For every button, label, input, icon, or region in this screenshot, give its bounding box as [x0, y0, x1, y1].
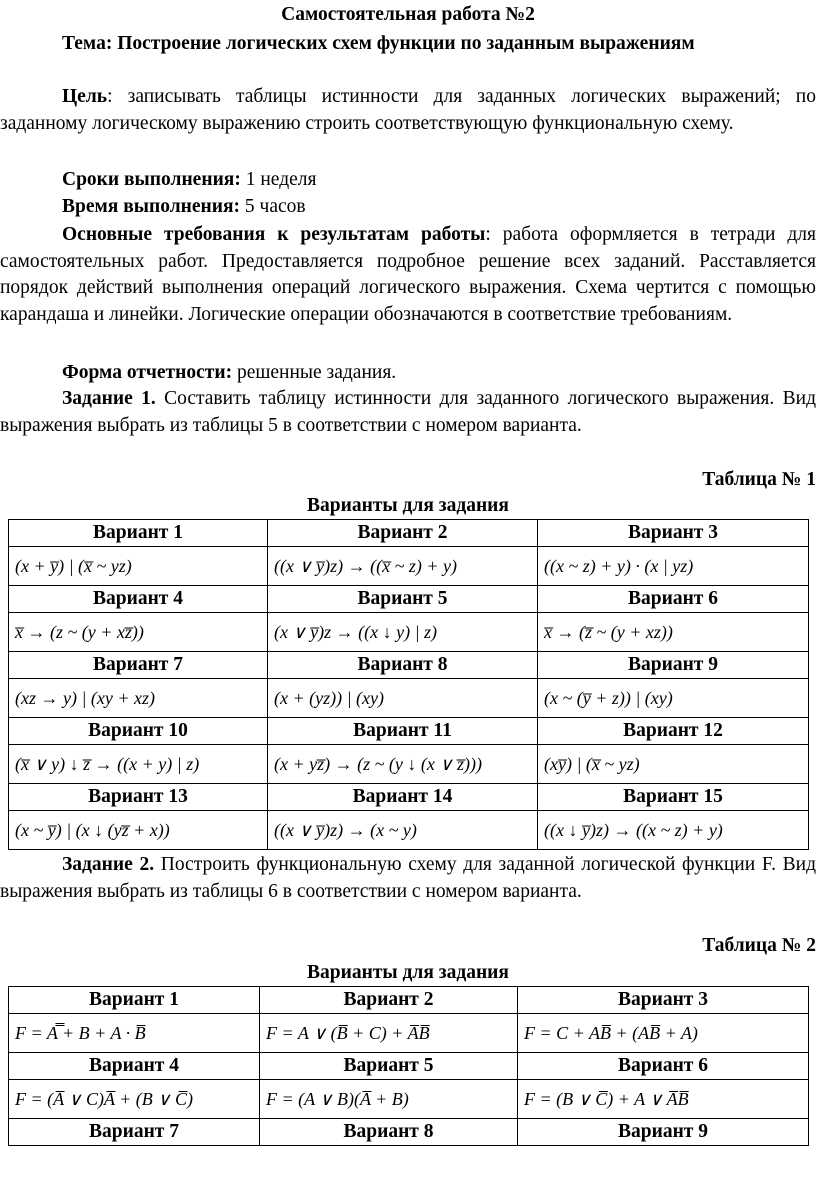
report-form-label: Форма отчетности: [62, 362, 233, 383]
task1-paragraph [0, 386, 816, 439]
formula-cell: ((x ↓ y̅)z) → ((x ~ z) + y) [538, 811, 809, 850]
formula-row [9, 811, 809, 850]
formula-cell: (xy̅) | (x̅ ~ yz) [538, 745, 809, 784]
requirements-label: Основные требования к результатам работы [62, 224, 486, 245]
table2-caption: Варианты для задания [307, 962, 509, 983]
formula-cell: ((x ~ z) + y) · (x | yz) [538, 547, 809, 586]
formula-row [9, 1080, 809, 1119]
variant-header-cell: Вариант 4 [9, 1053, 260, 1080]
formula-cell: (x ~ y̅) | (x ↓ (yz̅ + x)) [9, 811, 268, 850]
variant-header-cell: Вариант 10 [9, 718, 268, 745]
formula-cell: (x ∨ y̅)z → ((x ↓ y) | z) [268, 613, 538, 652]
variant-header-cell: Вариант 4 [9, 586, 268, 613]
variant-header-cell: Вариант 9 [518, 1119, 809, 1146]
report-form-text: решенные задания. [232, 362, 397, 383]
variant-header-cell: Вариант 3 [518, 987, 809, 1014]
task2-label: Задание 2. [62, 854, 155, 875]
variant-header-row [9, 520, 809, 547]
variant-header-cell: Вариант 5 [268, 586, 538, 613]
formula-cell: F = (A ∨ B)(A̅ + B) [260, 1080, 518, 1119]
formula-cell: ((x ∨ y̅)z) → (x ~ y) [268, 811, 538, 850]
formula-row [9, 745, 809, 784]
variants-table-1 [8, 519, 809, 850]
variant-header-cell: Вариант 9 [538, 652, 809, 679]
variant-header-cell: Вариант 13 [9, 784, 268, 811]
variant-header-row [9, 1053, 809, 1080]
table1-number: Таблица № 1 [702, 469, 816, 490]
variants-table-2 [8, 986, 809, 1146]
variant-header-cell: Вариант 6 [518, 1053, 809, 1080]
variant-header-cell: Вариант 1 [9, 520, 268, 547]
formula-cell: F = A̿ + B + A · B̅ [9, 1014, 260, 1053]
topic-label: Тема: [62, 33, 113, 54]
formula-cell: F = (B ∨ C̅) + A ∨ A̅B̅ [518, 1080, 809, 1119]
page-title: Самостоятельная работа №2 [281, 4, 535, 25]
requirements-text: : работа оформляется в тетради для самостоятельных работ. Предоставляется подробное решение всех заданий. Расставляется порядок действий выполнения операций логического выражения. Схема чертится с помощью карандаша и линейки. Логические операции обозначаются в соответствие требованиям. [0, 224, 816, 325]
variant-header-row [9, 652, 809, 679]
deadline-label: Сроки выполнения: [62, 169, 241, 190]
variant-header-cell: Вариант 7 [9, 1119, 260, 1146]
task2-text: Построить функциональную схему для заданной логической функции F. Вид выражения выбрать из таблицы 6 в соответствии с номером варианта. [0, 854, 816, 902]
table2-number: Таблица № 2 [702, 935, 816, 956]
variant-header-cell: Вариант 1 [9, 987, 260, 1014]
task1-label: Задание 1. [62, 388, 156, 409]
deadline-paragraph [0, 167, 816, 194]
variant-header-row [9, 987, 809, 1014]
goal-text: : записывать таблицы истинности для заданных логических выражений; по заданному логическому выражению строить соответствующую функциональную схему. [0, 86, 816, 134]
table1-caption: Варианты для задания [307, 495, 509, 516]
formula-cell: (x ~ (y̅ + z)) | (xy) [538, 679, 809, 718]
variant-header-cell: Вариант 2 [268, 520, 538, 547]
formula-cell: (x + y̅) | (x̅ ~ yz) [9, 547, 268, 586]
variant-header-cell: Вариант 8 [260, 1119, 518, 1146]
duration-paragraph [0, 194, 816, 221]
requirements-paragraph [0, 222, 816, 328]
variant-header-row [9, 1119, 809, 1146]
topic-paragraph [0, 31, 816, 58]
formula-row [9, 547, 809, 586]
variant-header-cell: Вариант 11 [268, 718, 538, 745]
formula-cell: ((x ∨ y̅)z) → ((x̅ ~ z) + y) [268, 547, 538, 586]
formula-row [9, 679, 809, 718]
report-form-paragraph [0, 360, 816, 387]
variant-header-cell: Вариант 8 [268, 652, 538, 679]
goal-paragraph [0, 84, 816, 137]
formula-cell: x̅ → (z̅ ~ (y + xz)) [538, 613, 809, 652]
duration-text: 5 часов [240, 196, 306, 217]
goal-label: Цель [62, 86, 108, 107]
task1-text: Составить таблицу истинности для заданного логического выражения. Вид выражения выбрать из таблицы 5 в соответствии с номером варианта. [0, 388, 816, 436]
variant-header-cell: Вариант 12 [538, 718, 809, 745]
variant-header-cell: Вариант 3 [538, 520, 809, 547]
formula-row [9, 613, 809, 652]
formula-cell: (x + (yz)) | (xy) [268, 679, 538, 718]
formula-row [9, 1014, 809, 1053]
variant-header-row [9, 718, 809, 745]
variant-header-row [9, 586, 809, 613]
formula-cell: F = (A̅ ∨ C)A̅ + (B ∨ C̅) [9, 1080, 260, 1119]
variant-header-row [9, 784, 809, 811]
variant-header-cell: Вариант 14 [268, 784, 538, 811]
variant-header-cell: Вариант 2 [260, 987, 518, 1014]
formula-cell: (xz → y) | (xy + xz) [9, 679, 268, 718]
variant-header-cell: Вариант 6 [538, 586, 809, 613]
formula-cell: F = C + AB̅ + (AB̅ + A) [518, 1014, 809, 1053]
variant-header-cell: Вариант 5 [260, 1053, 518, 1080]
variant-header-cell: Вариант 15 [538, 784, 809, 811]
topic-text: Построение логических схем функции по заданным выражениям [117, 33, 695, 54]
variant-header-cell: Вариант 7 [9, 652, 268, 679]
formula-cell: (x̅ ∨ y) ↓ z̅ → ((x + y) | z) [9, 745, 268, 784]
duration-label: Время выполнения: [62, 196, 241, 217]
formula-cell: (x + yz̅) → (z ~ (y ↓ (x ∨ z̅))) [268, 745, 538, 784]
deadline-text: 1 неделя [240, 169, 317, 190]
formula-cell: x̅ → (z ~ (y + xz̅)) [9, 613, 268, 652]
task2-paragraph [0, 852, 816, 905]
formula-cell: F = A ∨ (B̅ + C) + A̅B̅ [260, 1014, 518, 1053]
